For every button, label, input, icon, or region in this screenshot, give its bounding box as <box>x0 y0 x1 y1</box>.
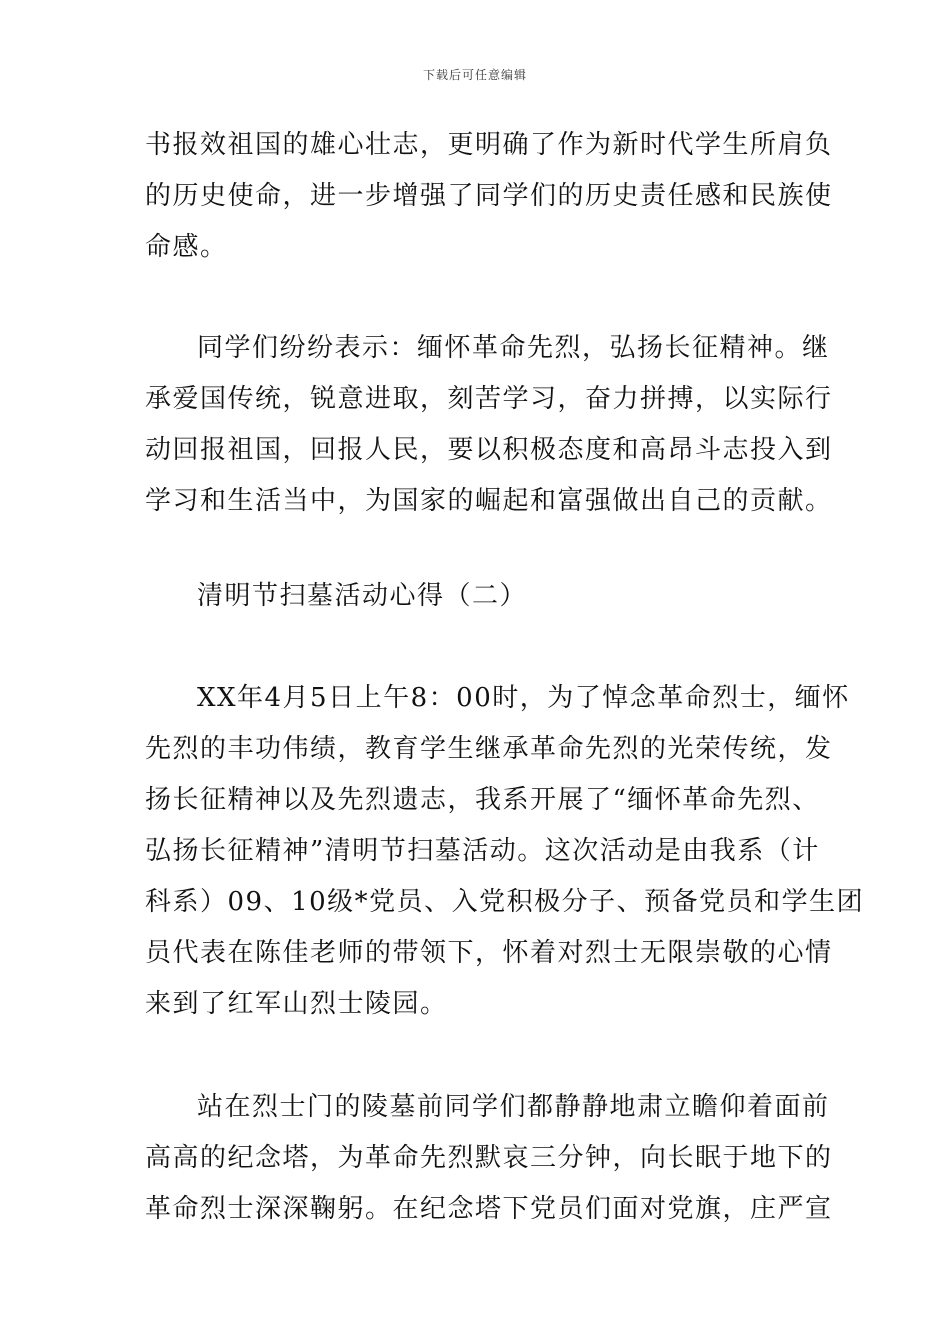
paragraph-line: XX年4月5日上午8：00时，为了悼念革命烈士，缅怀 <box>197 683 850 713</box>
paragraph-1 <box>145 120 833 273</box>
paragraph-line: 弘扬长征精神”清明节扫墓活动。这次活动是由我系（计 <box>145 836 820 866</box>
paragraph-line: 先烈的丰功伟绩，教育学生继承革命先烈的光荣传统，发 <box>145 734 833 764</box>
paragraph-3 <box>145 673 865 1030</box>
paragraph-line: 科系）09、10级*党员、入党积极分子、预备党员和学生团 <box>145 887 865 917</box>
paragraph-line: 学习和生活当中，为国家的崛起和富强做出自己的贡献。 <box>145 486 833 516</box>
paragraph-line: 来到了红军山烈士陵园。 <box>145 989 448 1019</box>
paragraph-line: 高高的纪念塔，为革命先烈默哀三分钟，向长眠于地下的 <box>145 1143 833 1173</box>
paragraph-line: 动回报祖国，回报人民，要以积极态度和高昂斗志投入到 <box>145 435 833 465</box>
paragraph-line: 同学们纷纷表示：缅怀革命先烈，弘扬长征精神。继 <box>197 333 830 363</box>
paragraph-line: 站在烈士门的陵墓前同学们都静静地肃立瞻仰着面前 <box>197 1092 830 1122</box>
paragraph-4 <box>145 1082 833 1235</box>
section-heading <box>145 571 810 622</box>
paragraph-line: 承爱国传统，锐意进取，刻苦学习，奋力拼搏，以实际行 <box>145 384 833 414</box>
paragraph-line: 的历史使命，进一步增强了同学们的历史责任感和民族使 <box>145 181 833 211</box>
paragraph-line: 革命烈士深深鞠躬。在纪念塔下党员们面对党旗，庄严宣 <box>145 1194 833 1224</box>
section-heading-text: 清明节扫墓活动心得（二） <box>197 581 528 611</box>
paragraph-2 <box>145 323 833 527</box>
paragraph-line: 命感。 <box>145 232 228 262</box>
header-note: 下载后可任意编辑 <box>422 68 527 82</box>
paragraph-line: 扬长征精神以及先烈遗志，我系开展了“缅怀革命先烈、 <box>145 785 820 815</box>
paragraph-line: 员代表在陈佳老师的带领下，怀着对烈士无限崇敬的心情 <box>145 938 833 968</box>
paragraph-line: 书报效祖国的雄心壮志，更明确了作为新时代学生所肩负 <box>145 130 833 160</box>
